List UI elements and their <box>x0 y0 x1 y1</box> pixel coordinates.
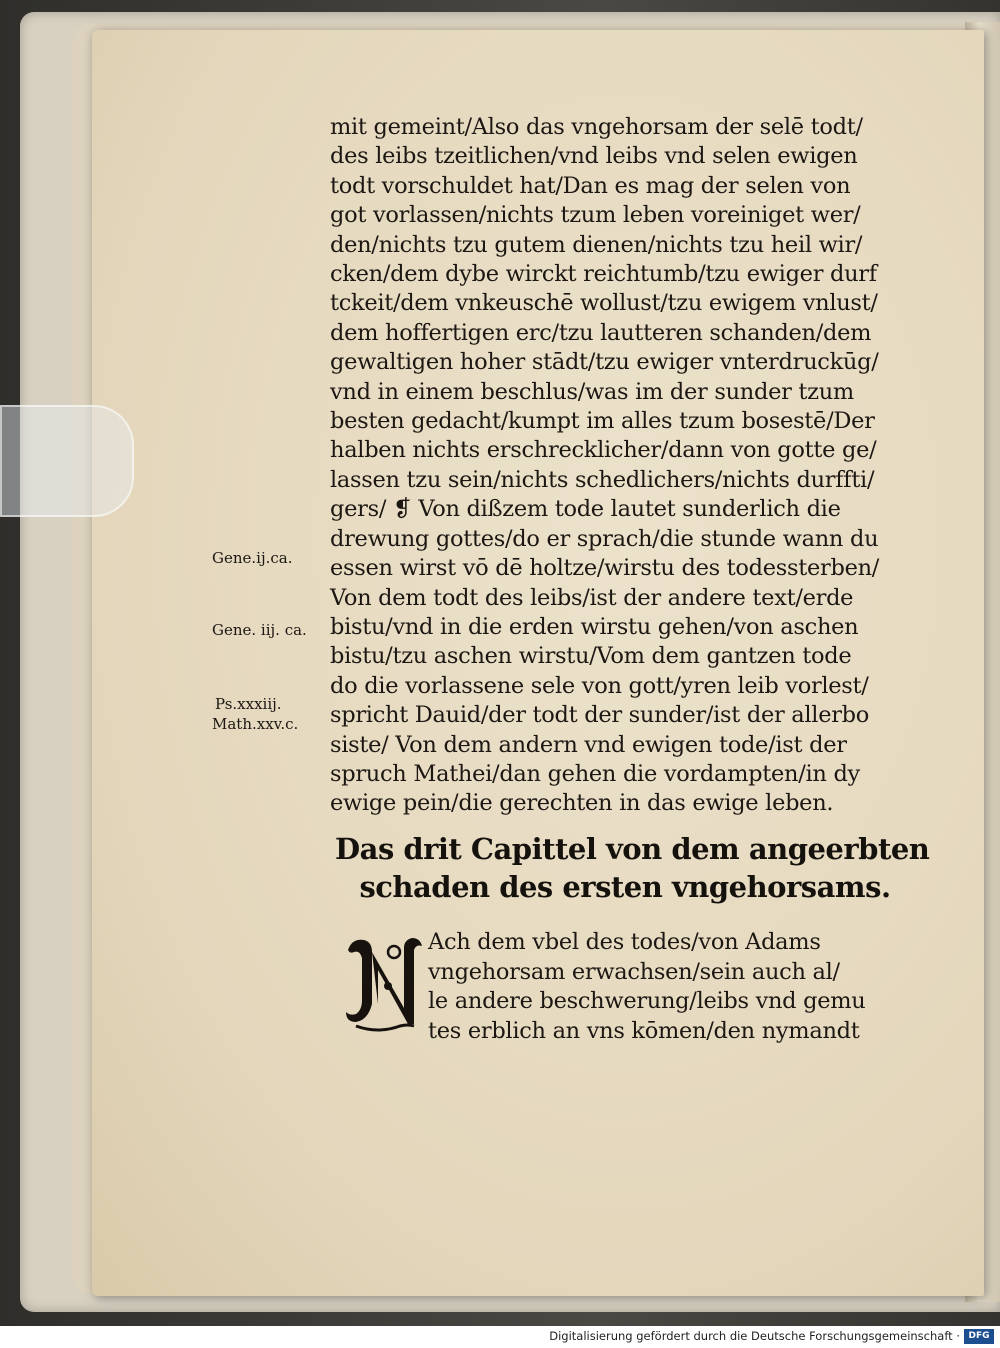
clip-mark <box>0 405 134 517</box>
text-line: gewaltigen hoher stādt/tzu ewiger vnterdruckūg/ <box>330 349 879 376</box>
main-text-block <box>330 113 915 819</box>
paragraph-line: le andere beschwerung/leibs vnd gemu <box>428 988 866 1014</box>
chapter-heading-line: Das drit Capittel von dem angeerbten <box>335 832 930 866</box>
text-line: spricht Dauid/der todt der sunder/ist der allerbo <box>330 702 870 729</box>
text-line: Von dem todt des leibs/ist der andere text/erde <box>330 584 854 611</box>
text-line: bistu/tzu aschen wirstu/Vom dem gantzen tode <box>330 643 852 670</box>
text-line: got vorlassen/nichts tzum leben voreiniget wer/ <box>330 202 861 229</box>
text-line: des leibs tzeitlichen/vnd leibs vnd selen ewigen <box>330 143 858 170</box>
paragraph-line: tes erblich an vns kōmen/den nymandt <box>428 1017 860 1044</box>
text-line: siste/ Von dem andern vnd ewigen tode/ist der <box>330 731 847 758</box>
decorated-initial <box>338 930 426 1034</box>
text-line: do die vorlassene sele von gott/yren leib vorlest/ <box>330 672 869 699</box>
footer-credit: Digitalisierung gefördert durch die Deutsche Forschungsgemeinschaft · <box>549 1329 960 1343</box>
text-line: bistu/vnd in die erden wirstu gehen/von aschen <box>330 613 859 640</box>
chapter-heading-line: schaden des ersten vngehorsams. <box>359 870 891 904</box>
text-line: vnd in einem beschlus/was im der sunder tzum <box>330 378 854 405</box>
text-line: halben nichts erschrecklicher/dann von gotte ge/ <box>330 437 877 464</box>
text-line: lassen tzu sein/nichts schedlichers/nichts durffti/ <box>330 466 875 493</box>
text-line: ewige pein/die gerechten in das ewige leben. <box>330 790 834 817</box>
chapter-heading <box>335 830 930 906</box>
paragraph-line: vngehorsam erwachsen/sein auch al/ <box>428 958 840 985</box>
paragraph-line: Ach dem vbel des todes/von Adams <box>428 929 821 955</box>
text-line: tckeit/dem vnkeuschē wollust/tzu ewigem vnlust/ <box>330 290 878 317</box>
text-line: cken/dem dybe wirckt reichtumb/tzu ewiger durf <box>330 261 877 288</box>
text-line: essen wirst vō dē holtze/wirstu des todessterben/ <box>330 555 880 582</box>
text-line: dem hoffertigen erc/tzu lautteren schanden/dem <box>330 319 872 346</box>
margin-note-genesis-2: Gene.ij.ca. <box>212 549 293 567</box>
chapter-paragraph <box>428 928 918 1046</box>
text-line: gers/ ❡ Von dißzem tode lautet sunderlich die <box>330 496 841 523</box>
text-line: den/nichts tzu gutem dienen/nichts tzu heil wir/ <box>330 231 863 258</box>
text-line: besten gedacht/kumpt im alles tzum bosestē/Der <box>330 408 875 435</box>
text-line: todt vorschuldet hat/Dan es mag der selen von <box>330 172 851 199</box>
text-line: mit gemeint/Also das vngehorsam der selē todt/ <box>330 114 863 140</box>
margin-note-psalm: Ps.xxxiij. <box>215 695 282 713</box>
margin-note-genesis-3: Gene. iij. ca. <box>212 621 307 639</box>
text-line: spruch Mathei/dan gehen die vordampten/in dy <box>330 760 860 787</box>
margin-note-matthew: Math.xxv.c. <box>212 715 299 733</box>
dfg-logo: DFG <box>964 1329 994 1344</box>
text-line: drewung gottes/do er sprach/die stunde wann du <box>330 525 879 552</box>
footer-bar <box>0 1326 1000 1348</box>
